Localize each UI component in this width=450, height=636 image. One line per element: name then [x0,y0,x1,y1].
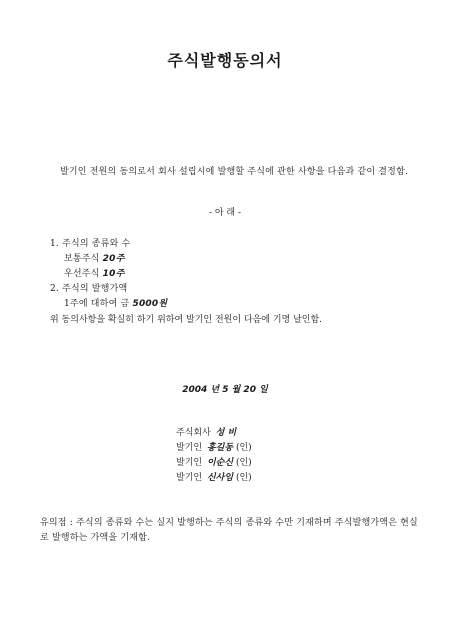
document-date: 2004 년 5 월 20 일 [182,385,268,395]
preferred-stock-value: 10주 [102,269,125,279]
price-line [64,296,167,309]
promoter-signature-line [176,440,252,453]
seal-mark: (인) [235,458,252,468]
preferred-stock-line [64,266,124,279]
promoter-name: 홍길동 [206,443,234,453]
confirmation-text: 위 동의사항을 확실히 하기 위하여 발기인 전원이 다음에 기명 날인함. [50,315,323,325]
common-stock-label: 보통주식 [64,254,100,264]
company-signature-line [176,425,236,438]
promoter-signature-line [176,455,252,468]
preferred-stock-label: 우선주식 [64,269,100,279]
promoter-label: 발기인 [176,443,203,453]
promoter-signature-line [176,470,252,483]
promoter-name: 신사임 [206,473,234,483]
company-name: 성 비 [215,428,237,438]
common-stock-value: 20주 [102,254,125,264]
seal-mark: (인) [235,473,252,483]
seal-mark: (인) [235,443,252,453]
company-label: 주식회사 [176,428,211,438]
common-stock-line [64,251,124,264]
section-heading: - 아 래 - [208,208,242,218]
promoter-name: 이순신 [206,458,234,468]
item-2-label: 2. 주식의 발행가액 [50,284,128,294]
price-value: 5000원 [132,299,168,309]
price-label: 1주에 대하여 금 [64,299,130,309]
promoter-label: 발기인 [176,458,203,468]
promoter-label: 발기인 [176,473,203,483]
item-1-label: 1. 주식의 종류와 수 [50,239,131,249]
document-title: 주식발행동의서 [167,51,283,70]
note-paragraph: 유의점 : 주식의 종류와 수는 실지 발행하는 주식의 종류와 수만 기재하며 주식발행가액은 현실로 발행하는 가액을 기재함. [40,518,418,543]
intro-paragraph: 발기인 전원의 동의로서 회사 설립시에 발행할 주식에 관한 사항을 다음과 같이 결정함. [60,167,409,177]
